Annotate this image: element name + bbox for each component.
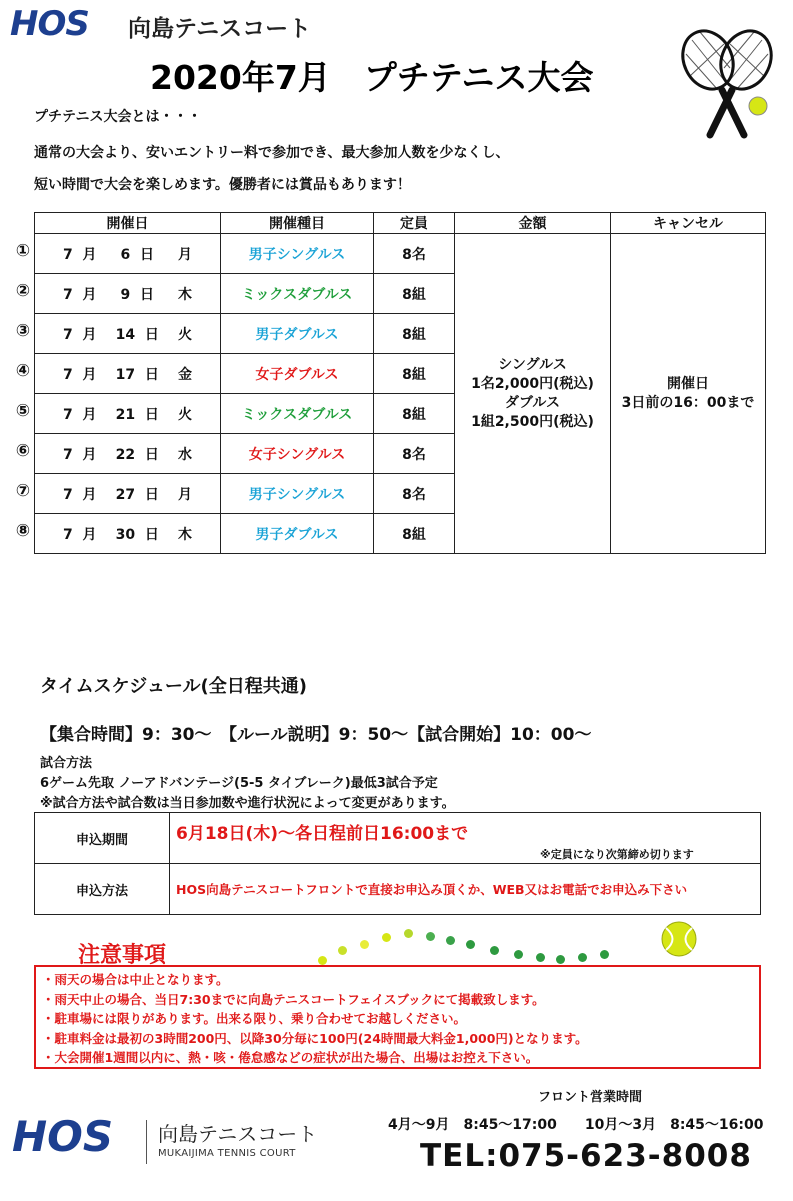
date-month: 7 月 [63,326,97,343]
capacity-cell: 8組 [374,314,455,354]
event-cell: 男子シングルス [221,234,374,274]
date-cell [35,354,221,394]
method-title: 試合方法 [40,756,93,771]
capacity-cell: 8名 [374,434,455,474]
price-doubles-value: 1組2,500円(税込) [471,413,594,430]
event-cell: 男子ダブルス [221,314,374,354]
ball-dot [360,940,369,949]
header-cancel: キャンセル [611,213,766,234]
capacity-cell: 8名 [374,474,455,514]
date-cell [35,394,221,434]
row-number: ⑧ [15,521,31,541]
ball-dot [318,956,327,965]
date-weekday: 月 [177,486,192,503]
note-item: ・雨天の場合は中止となります。 [42,972,229,987]
capacity-cell: 8名 [374,234,455,274]
row-number: ③ [15,321,31,341]
date-cell [35,314,221,354]
court-name: 向島テニスコート [128,16,312,42]
schedule-times: 【集合時間】9：30～ 【ルール説明】9：50～【試合開始】10：00～ [40,725,592,745]
header-capacity: 定員 [374,213,455,234]
apply-period-value: 6月18日(木)～各日程前日16:00まで [176,824,469,844]
ball-dot [578,953,587,962]
price-doubles-label: ダブルス [504,394,561,411]
header-price: 金額 [455,213,611,234]
tennis-rackets-icon [672,20,782,145]
note-item: ・駐車場には限りがあります。出来る限り、乗り合わせてお越しください。 [42,1011,467,1026]
ball-dot [490,946,499,955]
row-number: ⑦ [15,481,31,501]
date-weekday: 火 [177,406,192,423]
footer-hos-logo: HOS [12,1112,114,1161]
price-cell [455,234,611,554]
method-note: ※試合方法や試合数は当日参加数や進行状況によって変更があります。 [40,796,455,811]
date-cell [35,274,221,314]
note-item: ・大会開催1週間以内に、熱・咳・倦怠感などの症状が出た場合、出場はお控え下さい。 [42,1050,539,1065]
date-month: 7 月 [63,286,97,303]
apply-period-label: 申込期間 [35,813,170,864]
application-table [34,812,761,915]
row-number: ⑥ [15,441,31,461]
row-number: ② [15,281,31,301]
ball-dot [338,946,347,955]
capacity-cell: 8組 [374,274,455,314]
tournament-table [34,212,766,554]
ball-dot [556,955,565,964]
ball-dot [446,936,455,945]
date-day: 27 日 [115,486,159,503]
apply-method-row [35,864,761,915]
schedule-title: タイムスケジュール(全日程共通) [40,676,308,697]
cancel-cell [611,234,766,554]
event-cell: ミックスダブルス [221,394,374,434]
date-weekday: 木 [178,286,192,303]
event-cell: 男子ダブルス [221,514,374,554]
date-weekday: 木 [177,526,192,543]
date-weekday: 水 [177,446,192,463]
ball-dot [426,932,435,941]
apply-period-row [35,813,761,864]
date-day: 21 日 [115,406,159,423]
notes-title: 注意事項 [78,943,167,968]
date-weekday: 火 [177,326,192,343]
date-day: 9 日 [120,286,154,303]
ball-dot [514,950,523,959]
event-cell: 女子シングルス [221,434,374,474]
date-cell [35,234,221,274]
apply-method-label: 申込方法 [35,864,170,915]
date-weekday: 金 [177,366,192,383]
ball-dot [404,929,413,938]
price-singles-label: シングルス [498,356,567,373]
notes-box [34,965,761,1069]
apply-period-note: ※定員になり次第締め切ります [540,848,694,861]
date-month: 7 月 [63,366,97,383]
phone-number: TEL:075-623-8008 [420,1138,752,1174]
front-hours: 4月～9月 8:45～17:00 10月～3月 8:45～16:00 [388,1117,764,1133]
event-cell: 女子ダブルス [221,354,374,394]
ball-dot [536,953,545,962]
table-row [35,234,766,274]
header-event: 開催種目 [221,213,374,234]
footer-court-name: 向島テニスコート [158,1122,318,1146]
date-day: 14 日 [115,326,159,343]
apply-period-cell [170,813,761,864]
date-month: 7 月 [63,246,97,263]
tennis-ball-icon [660,920,698,958]
footer-divider [146,1120,147,1164]
date-month: 7 月 [63,486,97,503]
row-number: ① [15,241,31,261]
ball-dot [600,950,609,959]
event-cell: 男子シングルス [221,474,374,514]
header-date: 開催日 [35,213,221,234]
intro-line-2: 短い時間で大会を楽しめます。優勝者には賞品もあります！ [34,177,411,193]
price-singles-value: 1名2,000円(税込) [471,375,594,392]
row-number: ⑤ [15,401,31,421]
intro-line-1: 通常の大会より、安いエントリー料で参加でき、最大参加人数を少なくし、 [34,145,510,161]
capacity-cell: 8組 [374,354,455,394]
date-cell [35,514,221,554]
ball-dot [382,933,391,942]
apply-method-value: HOS向島テニスコートフロントで直接お申込み頂くか、WEB又はお電話でお申込み下さい [170,864,761,915]
capacity-cell: 8組 [374,394,455,434]
date-month: 7 月 [63,406,97,423]
date-day: 6 日 [120,246,154,263]
date-day: 30 日 [115,526,159,543]
date-day: 17 日 [115,366,159,383]
event-cell: ミックスダブルス [221,274,374,314]
date-cell [35,474,221,514]
date-day: 22 日 [115,446,159,463]
footer-court-subtitle: MUKAIJIMA TENNIS COURT [158,1148,296,1159]
front-hours-title: フロント営業時間 [538,1090,643,1105]
table-header-row [35,213,766,234]
method-line: 6ゲーム先取 ノーアドバンテージ(5-5 タイブレーク)最低3試合予定 [40,776,438,791]
date-month: 7 月 [63,446,97,463]
date-month: 7 月 [63,526,97,543]
date-cell [35,434,221,474]
capacity-cell: 8組 [374,514,455,554]
hos-logo: HOS [10,4,89,44]
intro-lead: プチテニス大会とは・・・ [34,109,202,125]
note-item: ・雨天中止の場合、当日7:30までに向島テニスコートフェイスブックにて掲載致します。 [42,991,545,1007]
row-number: ④ [15,361,31,381]
date-weekday: 月 [178,246,192,263]
page-title: 2020年7月 プチテニス大会 [150,58,594,97]
note-item: ・駐車料金は最初の3時間200円、以降30分毎に100円(24時間最大料金1,000円)となります。 [42,1030,588,1046]
cancel-line-2: 3日前の16：00まで [621,394,755,411]
cancel-line-1: 開催日 [667,375,709,392]
ball-dot [466,940,475,949]
